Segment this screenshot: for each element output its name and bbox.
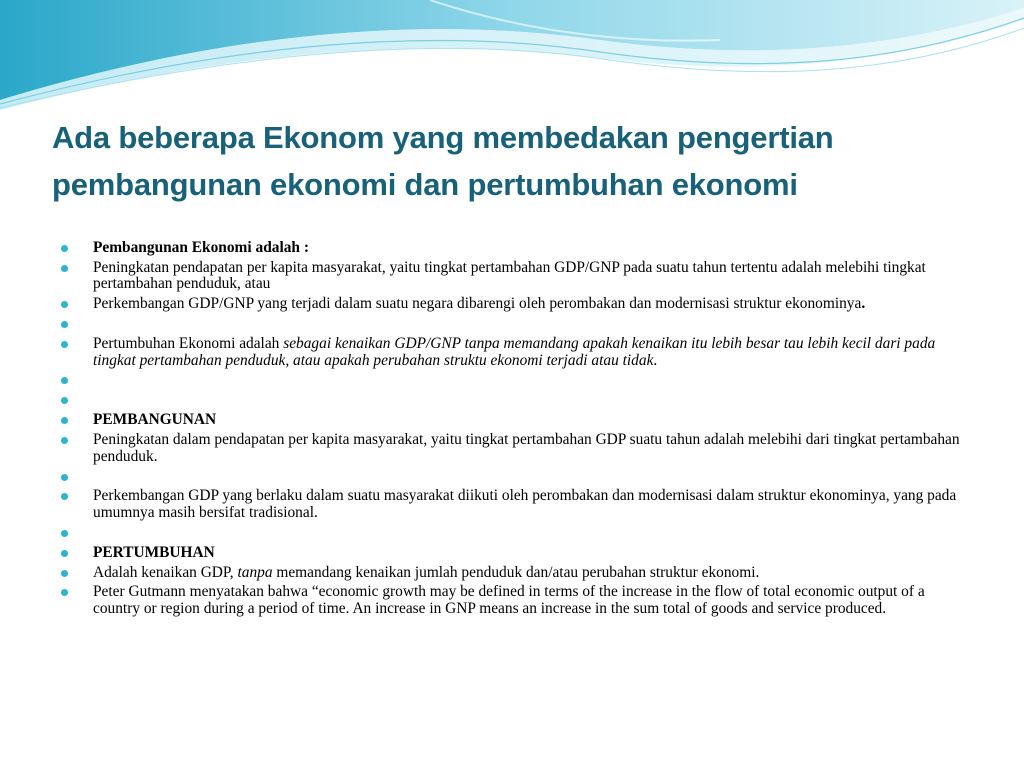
bullet-icon: [61, 265, 68, 272]
list-item-text: Adalah kenaikan GDP,: [93, 563, 238, 581]
list-item: [61, 336, 961, 369]
list-item-empty: [61, 316, 961, 333]
bullet-list: [61, 240, 961, 621]
list-item-empty: [61, 372, 961, 389]
bullet-icon: [61, 397, 68, 404]
list-item-text: Peningkatan dalam pendapatan per kapita masyarakat, yaitu tingkat pertambahan GDP suatu tahun adalah melebihi dari tingkat pertambahan penduduk.: [93, 431, 960, 465]
bullet-icon: [61, 341, 68, 348]
bullet-icon: [61, 589, 68, 596]
header-wave-decoration: [0, 0, 1024, 120]
list-item: [61, 296, 961, 313]
list-item-text: Perkembangan GDP yang berlaku dalam suatu masyarakat diikuti oleh perombakan dan modernisasi dalam struktur ekonominya, yang pada umumnya masih bersifat tradisional.: [93, 487, 957, 521]
list-item-heading: PEMBANGUNAN: [93, 411, 217, 429]
list-item: [61, 240, 961, 257]
list-item: [61, 412, 961, 429]
bullet-icon: [61, 321, 68, 328]
list-item-text-italic: tanpa: [237, 563, 273, 581]
bullet-icon: [61, 550, 68, 557]
list-item: [61, 432, 961, 465]
bullet-icon: [61, 530, 68, 537]
bullet-icon: [61, 474, 68, 481]
slide-title: [52, 114, 992, 208]
list-item: [61, 260, 961, 293]
list-item: [61, 565, 961, 582]
list-item-empty: [61, 469, 961, 486]
list-item-empty: [61, 525, 961, 542]
list-item-text-period: .: [861, 295, 866, 313]
list-item-text: Peter Gutmann menyatakan bahwa “economic growth may be defined in terms of the increase in the flow of total economic output of a country or region during a period of time. An increase in GNP means an increase in the sum total of goods and service produced.: [93, 583, 925, 617]
list-item-empty: [61, 392, 961, 409]
list-item-heading: PERTUMBUHAN: [93, 543, 215, 561]
bullet-icon: [61, 301, 68, 308]
slide-title-line-2: pembangunan ekonomi dan pertumbuhan ekonomi: [52, 167, 798, 202]
bullet-icon: [61, 377, 68, 384]
list-item: [61, 488, 961, 521]
list-item-text-suffix: memandang kenaikan jumlah penduduk dan/atau perubahan struktur ekonomi.: [272, 563, 760, 581]
list-item-text: Pembangunan Ekonomi adalah :: [93, 239, 309, 256]
list-item: [61, 545, 961, 562]
bullet-icon: [61, 493, 68, 500]
bullet-icon: [61, 570, 68, 577]
list-item-text-end: .: [653, 351, 658, 369]
list-item-text: Pertumbuhan Ekonomi adalah: [93, 335, 284, 353]
bullet-icon: [61, 417, 68, 424]
bullet-icon: [61, 245, 68, 252]
list-item: [61, 584, 961, 617]
list-item-text-italic: sebagai kenaikan GDP/GNP tanpa memandang apakah kenaikan itu lebih besar tau lebih kecil dari pada tingkat pertambahan penduduk, atau apakah perubahan struktu ekonomi terjadi atau tidak: [93, 335, 936, 369]
slide-title-line-1: Ada beberapa Ekonom yang membedakan pengertian: [52, 120, 834, 155]
list-item-text: Perkembangan GDP/GNP yang terjadi dalam suatu negara dibarengi oleh perombakan dan modernisasi struktur ekonominya: [93, 295, 862, 313]
list-item-text: Peningkatan pendapatan per kapita masyarakat, yaitu tingkat pertambahan GDP/GNP pada suatu tahun tertentu adalah melebihi tingkat pertambahan penduduk, atau: [93, 258, 926, 293]
bullet-icon: [61, 437, 68, 444]
